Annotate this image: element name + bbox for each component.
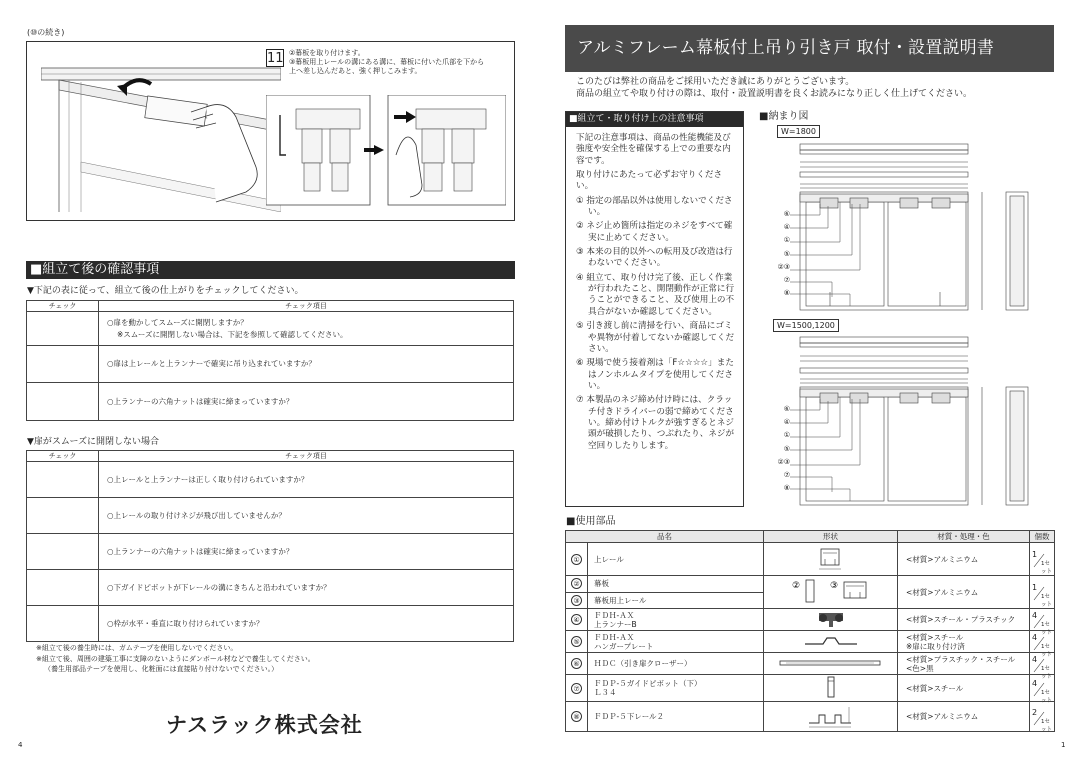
check-cell[interactable] [27, 383, 99, 421]
qty-per-set: 1 1セット [1032, 583, 1053, 608]
step-11-text: ②幕板を取り付けます。 ③幕板用上レールの溝にある溝に、幕板に付いた爪部を下から 上へ差し込んだあと、強く押しこみます。 [289, 49, 485, 75]
step-11-detail-illustration [266, 95, 506, 215]
hanger-plate-shape [801, 632, 861, 650]
table-row: ① 上レール <材質>アルミニウム 1 1セット [566, 543, 1055, 576]
page-number-left: 4 [18, 741, 23, 749]
table-row: ⑧ ＦＤＰ-５下レール２ <材質>アルミニウム 2 1セット [566, 702, 1055, 732]
col-check: チェック [27, 301, 99, 312]
check-cell[interactable] [27, 498, 99, 534]
check-cell[interactable] [27, 312, 99, 346]
thanks-text: このたびは弊社の商品をご採用いただき誠にありがとうございます。 商品の組立てや取り付けの際は、取付・設置説明書を良くお読みになり正しく仕上げてください。 [576, 77, 973, 100]
notes: ※組立て後の養生時には、ガムテープを使用しないでください。 ※組立て後、周囲の建築工事に支障のないようにダンボール材などで養生してください。 （養生用部品テープを使用し、化粧面には直接貼り付けないでください。） [36, 644, 315, 673]
svg-text:③: ③ [829, 581, 838, 591]
qty-per-set: 1 1セット [1032, 550, 1053, 575]
not-smooth-title: ▼扉がスムーズに開閉しない場合 [27, 437, 160, 447]
callouts-a: ⑥ ④ ① ⑤ ②③ ⑦ ⑧ [777, 210, 790, 298]
check-cell[interactable] [27, 570, 99, 606]
parts-title: ■使用部品 [566, 516, 616, 527]
callouts-b: ⑥ ④ ① ⑤ ②③ ⑦ ⑧ [777, 405, 790, 493]
cautions-title: ■組立て・取り付け上の注意事項 [566, 112, 743, 127]
table-row: ⑤ ＦＤＨ-ＡＸ ハンガープレート <材質>スチール ※扉に取り付け済 4 1セット [566, 631, 1055, 653]
after-check-intro: ▼下記の表に従って、組立て後の仕上がりをチェックしてください。 [27, 286, 304, 296]
check-cell[interactable] [27, 346, 99, 383]
width-label-b: W=1500,1200 [773, 319, 839, 332]
table-row: ④ ＦＤＨ-ＡＸ 上ランナーB <材質>スチール・プラスチック 4 1セット [566, 609, 1055, 631]
qty-per-set: 4 1セット [1032, 679, 1053, 704]
closer-shape [776, 658, 886, 668]
qty-per-set: 2 1セット [1032, 707, 1053, 733]
col-check: チェック [27, 451, 99, 462]
cautions-box: ■組立て・取り付け上の注意事項 下記の注意事項は、商品の性能機能及び強度や安全性を確保する上での重要な内容です。 取り付けにあたって必ずお守りください。 ① 指定の部品以外は使用しないでください。 ② ネジ止め箇所は指定のネジをすべて確実に止めてください。 ③ 本来の目的以外への転用及び改造は行わないでください。 ④ 組立て、取り付け完了後、正しく作業が行われたこと、開閉動作が正常に行うことができること、及び使用上の不具合がないか確認してください。 ⑤ 引き渡し前に清掃を行い、商品にゴミや異物が付着してないか確認してください。 ⑥ 現場で使う接着剤は「F☆☆☆☆」またはノンホルムタイプを使用してください。 ⑦ 本製品のネジ締め付け時には、クラッチ付きドライバーの弱で締めてください。締め付けトルクが強すぎるとネジ頭が破損したり、つぶれたり、ネジが空回りしたりします。 [565, 111, 744, 507]
table-row: ⑦ ＦＤＰ-５ガイドピボット（下） Ｌ３４ <材質>スチール 4 1セット [566, 675, 1055, 702]
runner-shape [811, 610, 851, 628]
company-logo: ナスラック株式会社 [166, 713, 363, 737]
table-row: ○扉は上レールと上ランナーで確実に吊り込まれていますか？ [27, 346, 514, 383]
installation-drawing [760, 132, 1060, 507]
col-item: チェック項目 [99, 451, 514, 462]
table-row: ○上レールの取り付けネジが飛び出していませんか？ [27, 498, 514, 534]
table-row: ③ 幕板用上レール [566, 592, 1055, 609]
table-row: ② 幕板 ② ③ <材質>アルミニウム 1 1セット [566, 576, 1055, 593]
qty-per-set: 4 1セット [1032, 654, 1053, 680]
lower-rail-shape [801, 703, 861, 729]
after-check-table [26, 300, 514, 421]
step-11-main-illustration [41, 62, 281, 212]
table-row: ○上ランナーの六角ナットは確実に締まっていますか？ [27, 383, 514, 421]
table-row: ○上ランナーの六角ナットは確実に締まっていますか？ [27, 534, 514, 570]
col-item: チェック項目 [99, 301, 514, 312]
page-number-right: 1 [1061, 741, 1066, 749]
step-number: 11 [267, 51, 284, 66]
qty-per-set: 4 1セット [1032, 632, 1053, 658]
document-title: アルミフレーム幕板付上吊り引き戸 取付・設置説明書 [565, 25, 1054, 72]
table-row: ○扉を動かしてスムーズに開閉しますか？ ※スムーズに開閉しない場合は、下記を参照して確認してください。 [27, 312, 514, 346]
parts-table: 品名 形状 材質・処理・色 個数 ① 上レール <材質>アルミニウム 1 1セット ② 幕板 ② ③ <材質>アルミニウム 1 1セット ③ 幕板用上レール ④ ＦＤＨ-ＡＸ 上ランナーB <材質>スチール・プラスチック 4 1セット ⑤ ＦＤＨ-ＡＸ ハンガープレート <材質>スチール ※扉に取り付け済 4 1セット ⑥ ＨＤＣ（引き扉クローザー） <材質>プラスチック・スチール <色>黒 4 1セット ⑦ ＦＤＰ-５ガイドピボット（下） Ｌ３４ <材質>スチール 4 1セット ⑧ ＦＤＰ-５下レール２ <材質>アルミニウム 2 1セット [565, 530, 1055, 732]
not-smooth-table [26, 450, 514, 642]
nosamari-title: ■納まり図 [759, 111, 809, 122]
svg-text:②: ② [791, 581, 800, 591]
after-check-title: ■組立て後の確認事項 [26, 261, 515, 279]
panel-shape [786, 576, 876, 606]
upper-rail-shape [811, 545, 851, 571]
continuation-label: (⑩の続き) [27, 28, 65, 37]
table-row: ⑥ ＨＤＣ（引き扉クローザー） <材質>プラスチック・スチール <色>黒 4 1セット [566, 653, 1055, 675]
qty-per-set: 4 1セット [1032, 610, 1053, 636]
check-cell[interactable] [27, 606, 99, 642]
table-row: ○上レールと上ランナーは正しく取り付けられていますか？ [27, 462, 514, 498]
table-row: ○下ガイドピボットが下レールの溝にきちんと沿われていますか？ [27, 570, 514, 606]
check-cell[interactable] [27, 534, 99, 570]
table-row: ○枠が水平・垂直に取り付けられていますか？ [27, 606, 514, 642]
guide-pivot-shape [821, 675, 841, 699]
width-label-a: W=1800 [777, 125, 820, 138]
check-cell[interactable] [27, 462, 99, 498]
